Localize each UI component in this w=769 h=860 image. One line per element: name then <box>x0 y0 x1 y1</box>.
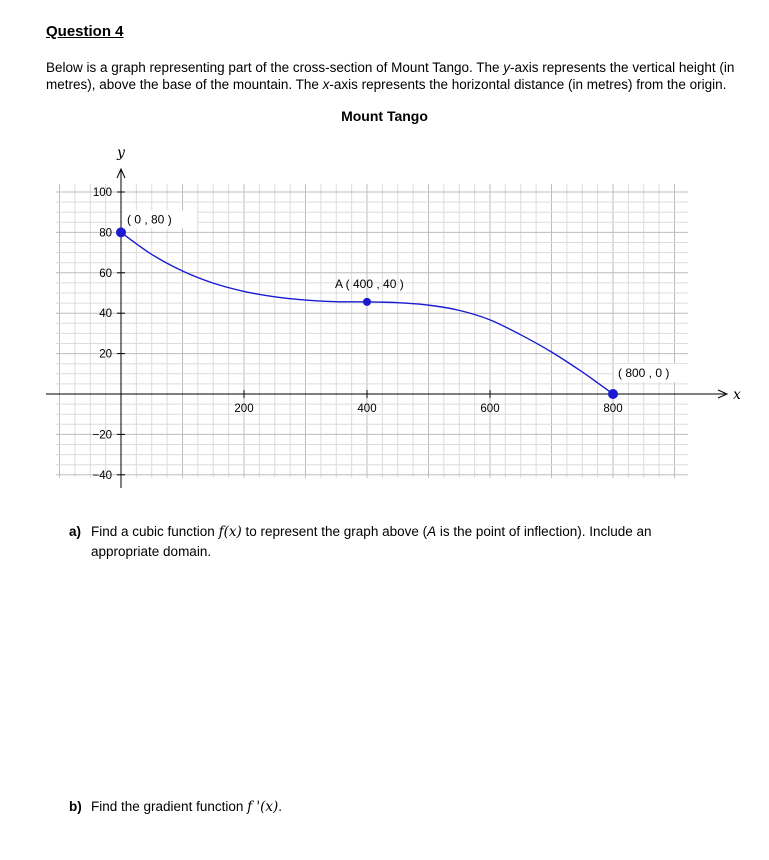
point-label: ( 800 , 0 ) <box>618 366 670 380</box>
point-label: A ( 400 , 40 ) <box>335 276 404 291</box>
intro-text-2: -axis represents the vertical height (in metres), above the base of the mountain. The <box>46 60 735 92</box>
point-marker <box>116 227 126 237</box>
y-tick-label: 80 <box>99 227 112 240</box>
part-a-point-name: A <box>427 524 437 539</box>
part-a-line-2: appropriate domain. <box>91 544 212 559</box>
part-b-text: Find the gradient function <box>91 799 248 814</box>
part-b <box>69 797 282 817</box>
y-tick-label: 40 <box>99 308 112 321</box>
part-a-text-3: is the point of inflection). Include an <box>436 524 652 539</box>
intro-x-var: x <box>322 77 330 92</box>
y-tick-label: 20 <box>99 348 112 361</box>
part-b-label: b) <box>69 799 82 814</box>
x-tick-label: 200 <box>234 403 254 415</box>
question-heading: Question 4 <box>46 23 124 40</box>
point-marker <box>363 298 371 306</box>
x-tick-label: 600 <box>480 403 500 415</box>
x-axis-label: x <box>733 387 741 403</box>
points-layer <box>116 210 695 399</box>
part-a-text-2: to represent the graph above ( <box>241 524 428 539</box>
intro-y-var: y <box>503 60 511 75</box>
part-a-function: f(x) <box>218 524 242 540</box>
intro-text-1: Below is a graph representing part of the cross-section of Mount Tango. The <box>46 60 504 75</box>
part-b-end: . <box>278 799 283 814</box>
axes <box>46 145 741 488</box>
point-marker <box>608 389 618 399</box>
chart-title: Mount Tango <box>341 108 428 124</box>
y-axis-label: y <box>117 145 125 161</box>
point-label: ( 0 , 80 ) <box>127 212 172 227</box>
part-a-text-1: Find a cubic function <box>91 524 219 539</box>
part-a-label: a) <box>69 524 82 539</box>
part-a <box>69 522 652 562</box>
y-tick-label: −20 <box>92 429 112 442</box>
mount-tango-graph <box>0 140 769 500</box>
y-tick-label: −40 <box>92 469 112 482</box>
y-tick-label: 60 <box>99 267 112 280</box>
question-intro <box>46 59 746 93</box>
x-tick-label: 400 <box>357 403 377 415</box>
x-tick-label: 800 <box>603 403 623 415</box>
y-tick-label: 100 <box>92 187 112 199</box>
intro-text-3: -axis represents the horizontal distance (in metres) from the origin. <box>329 77 727 92</box>
part-b-function: f '(x) <box>247 799 279 815</box>
